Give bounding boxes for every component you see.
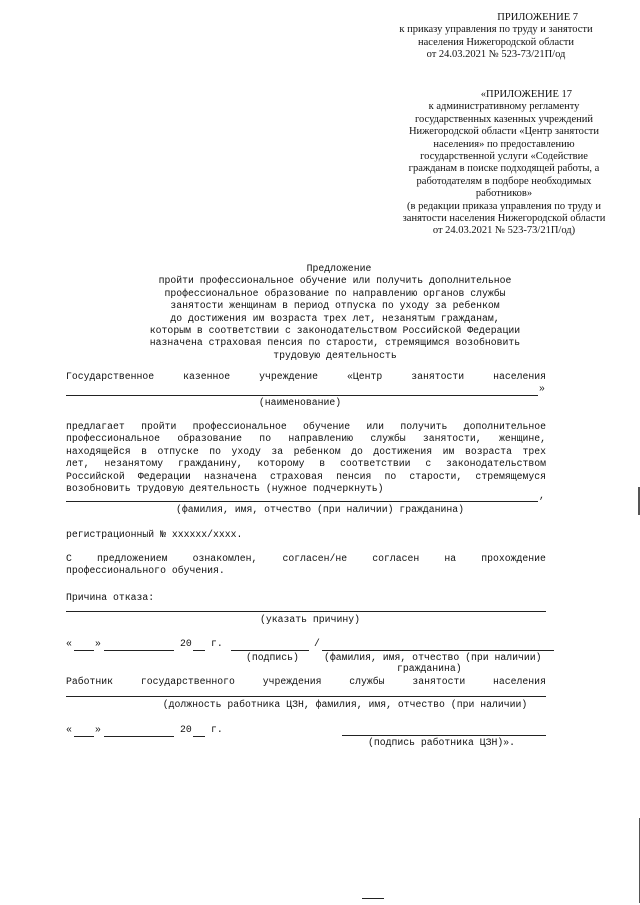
offer-line: профессиональное образование по направлению органов службы xyxy=(164,287,506,299)
offer-line: до достижения им возраста трех лет, незанятым гражданам, xyxy=(170,312,500,324)
appendix-17-line: (в редакции приказа управления по труду и xyxy=(407,200,601,212)
offer-text-line: находящейся в отпуске по уходу за ребенком до достижения им возраста трех xyxy=(66,445,546,457)
offer-title: Предложение xyxy=(306,263,372,274)
appendix-17-line: работодателям в подборе необходимых xyxy=(416,175,592,187)
sign2-day-blank xyxy=(74,736,94,737)
acquainted-word: прохождение xyxy=(481,553,546,564)
employee-word: занятости xyxy=(412,676,466,687)
sign1-signature-blank xyxy=(231,650,309,651)
offer-text-comma: , xyxy=(539,490,545,501)
appendix-17-line: государственной услуги «Содействие xyxy=(420,151,588,163)
appendix-7-line: к приказу управления по труду и занятости xyxy=(399,24,593,36)
sign2-signature-blank xyxy=(342,735,546,736)
appendix-17-line: населения» по предоставлению xyxy=(433,138,575,150)
offer-text-line: предлагает пройти профессиональное обучение или получить дополнительное xyxy=(66,421,546,432)
offer-text xyxy=(66,421,546,495)
sign1-date-close: » xyxy=(95,638,101,649)
acquainted-word: С xyxy=(66,553,72,564)
appendix-17-line: гражданам в поиске подходящей работы, а xyxy=(408,163,600,175)
employee-line xyxy=(66,676,546,688)
sign2-year: 20 xyxy=(180,724,192,735)
institution-word: казенное xyxy=(183,371,231,382)
sign1-year-blank xyxy=(193,650,205,651)
acquainted-word: на xyxy=(444,553,457,564)
acquainted-word: согласен xyxy=(372,553,420,564)
sign1-year-suffix: г. xyxy=(211,638,223,649)
acquainted-word: ознакомлен, xyxy=(192,553,258,564)
offer-text-line: профессиональное образование по направлению службы занятости, женщине, xyxy=(66,433,546,445)
sign2-date-open: « xyxy=(66,724,72,735)
offer-line: назначена страховая пенсия по старости, стремящимся возобновить xyxy=(149,337,521,349)
offer-line: трудовую деятельность xyxy=(273,349,397,361)
institution-word: учреждение xyxy=(259,371,318,382)
institution-word: «Центр xyxy=(346,371,383,382)
refusal-caption: (указать причину) xyxy=(260,614,360,625)
sign2-caption: (подпись работника ЦЗН)». xyxy=(368,737,515,748)
employee-word: учреждения xyxy=(262,676,322,687)
appendix-17-line: от 24.03.2021 № 523-73/21П/од) xyxy=(432,225,576,237)
institution-underline xyxy=(66,395,538,396)
sign2-date-close: » xyxy=(95,724,101,735)
sign1-day-blank xyxy=(74,650,94,651)
sign1-year: 20 xyxy=(180,638,192,649)
appendix-17-block xyxy=(386,89,622,238)
appendix-17-line: к административному регламенту xyxy=(428,101,580,113)
employee-word: населения xyxy=(493,676,546,687)
institution-word: занятости xyxy=(411,371,465,382)
sign2-year-suffix: г. xyxy=(211,724,223,735)
employee-word: службы xyxy=(349,676,385,687)
institution-line xyxy=(66,371,546,383)
offer-heading xyxy=(100,263,570,362)
sign1-signature-caption: (подпись) xyxy=(246,652,299,663)
citizen-fio-caption: (фамилия, имя, отчество (при наличии) гражданина) xyxy=(175,504,465,515)
offer-text-last-line: возобновить трудовую деятельность (нужное подчеркнуть) xyxy=(66,483,384,495)
institution-word: населения xyxy=(493,371,546,382)
sign1-fio-blank xyxy=(322,650,554,651)
appendix-7-line: населения Нижегородской области xyxy=(418,36,574,48)
institution-word: Государственное xyxy=(66,371,155,382)
acquainted-line-2: профессионального обучения. xyxy=(66,565,225,576)
appendix-7-line: от 24.03.2021 № 523-73/21П/од xyxy=(426,49,566,61)
acquainted-word: согласен/не xyxy=(282,553,348,564)
employee-underline xyxy=(66,696,546,697)
acquainted-line xyxy=(66,553,546,565)
appendix-17-line: Нижегородской области «Центр занятости xyxy=(408,126,600,138)
acquainted-word: предложением xyxy=(97,553,168,564)
sign1-fio-caption-2: гражданина) xyxy=(397,663,462,674)
employee-word: государственного xyxy=(140,676,235,687)
offer-text-line: лет, незанятому гражданину, которому в соответствии с законодательством xyxy=(66,458,546,470)
appendix-17-line: занятости населения Нижегородской области xyxy=(402,213,606,225)
offer-line: занятости женщинам в период отпуска по уходу за ребенком xyxy=(170,300,500,312)
registration-number: регистрационный № хххххх/хххх. xyxy=(66,529,243,540)
offer-line: пройти профессиональное обучение или получить дополнительное xyxy=(158,275,512,287)
appendix-17-line: государственных казенных учреждений xyxy=(414,113,594,125)
sign1-date-open: « xyxy=(66,638,72,649)
offer-line: которым в соответствии с законодательством Российской Федерации xyxy=(149,325,521,337)
appendix-17-line: работников» xyxy=(475,188,533,200)
appendix-17-title: «ПРИЛОЖЕНИЕ 17 xyxy=(480,89,572,100)
institution-close-quote: » xyxy=(539,383,545,394)
refusal-label: Причина отказа: xyxy=(66,592,155,603)
sign1-month-blank xyxy=(104,650,174,651)
citizen-fio-underline xyxy=(66,501,538,502)
appendix-7-block xyxy=(378,12,614,62)
appendix-7-title: ПРИЛОЖЕНИЕ 7 xyxy=(497,12,578,23)
employee-word: Работник xyxy=(66,676,114,687)
sign2-month-blank xyxy=(104,736,174,737)
sign2-year-blank xyxy=(193,736,205,737)
sign1-slash: / xyxy=(314,638,320,649)
offer-text-line: Российской Федерации назначена страховая пенсия по старости, стремящемуся xyxy=(66,470,546,482)
refusal-underline xyxy=(66,611,546,612)
scan-bottom-mark xyxy=(362,898,384,899)
employee-caption: (должность работника ЦЗН, фамилия, имя, отчество (при наличии) xyxy=(162,699,528,710)
sign1-fio-caption: (фамилия, имя, отчество (при наличии) xyxy=(324,652,542,663)
institution-caption: (наименование) xyxy=(258,397,342,408)
